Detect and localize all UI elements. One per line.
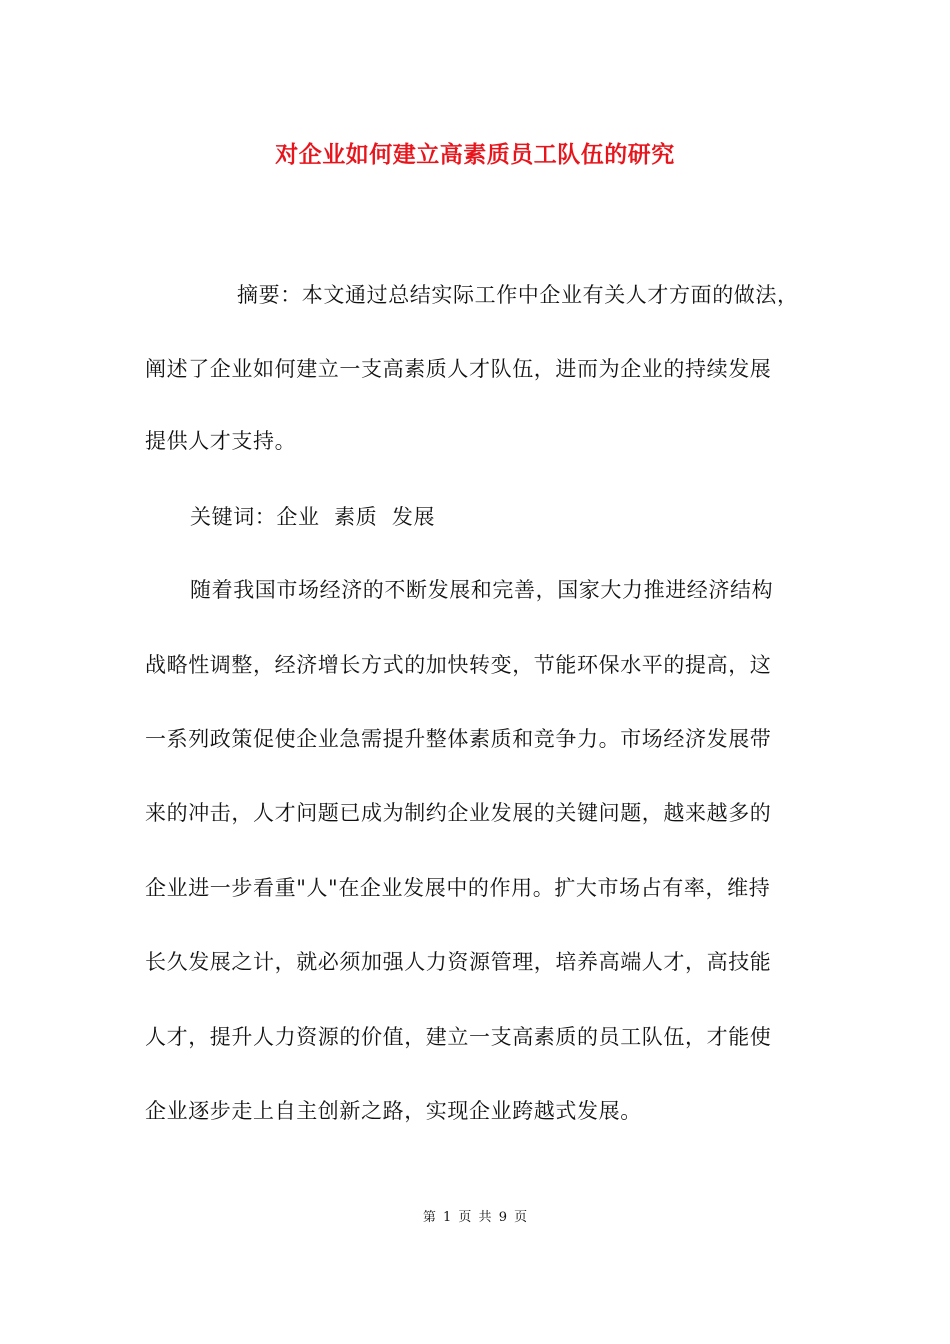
keywords-line: 关键词：企业 素质 发展: [190, 505, 436, 529]
abstract-line-2: 阐述了企业如何建立一支高素质人才队伍，进而为企业的持续发展: [145, 357, 772, 381]
body-line-5: 企业进一步看重"人"在企业发展中的作用。扩大市场占有率，维持: [145, 876, 771, 900]
body-line-7: 人才，提升人力资源的价值，建立一支高素质的员工队伍，才能使: [145, 1025, 772, 1049]
body-line-6: 长久发展之计，就必须加强人力资源管理，培养高端人才，高技能: [145, 950, 772, 974]
page-title: 对企业如何建立高素质员工队伍的研究: [275, 141, 675, 168]
body-line-1: 随着我国市场经济的不断发展和完善，国家大力推进经济结构: [190, 578, 774, 602]
page-number-footer: 第 1 页 共 9 页: [422, 1210, 528, 1225]
abstract-line-1: 摘要：本文通过总结实际工作中企业有关人才方面的做法，: [237, 283, 799, 307]
body-line-2: 战略性调整，经济增长方式的加快转变，节能环保水平的提高，这: [145, 653, 772, 677]
body-line-4: 来的冲击，人才问题已成为制约企业发展的关键问题，越来越多的: [145, 801, 772, 825]
abstract-line-3: 提供人才支持。: [145, 429, 297, 453]
body-line-8: 企业逐步走上自主创新之路，实现企业跨越式发展。: [145, 1099, 642, 1123]
body-line-3: 一系列政策促使企业急需提升整体素质和竞争力。市场经济发展带: [145, 727, 772, 751]
